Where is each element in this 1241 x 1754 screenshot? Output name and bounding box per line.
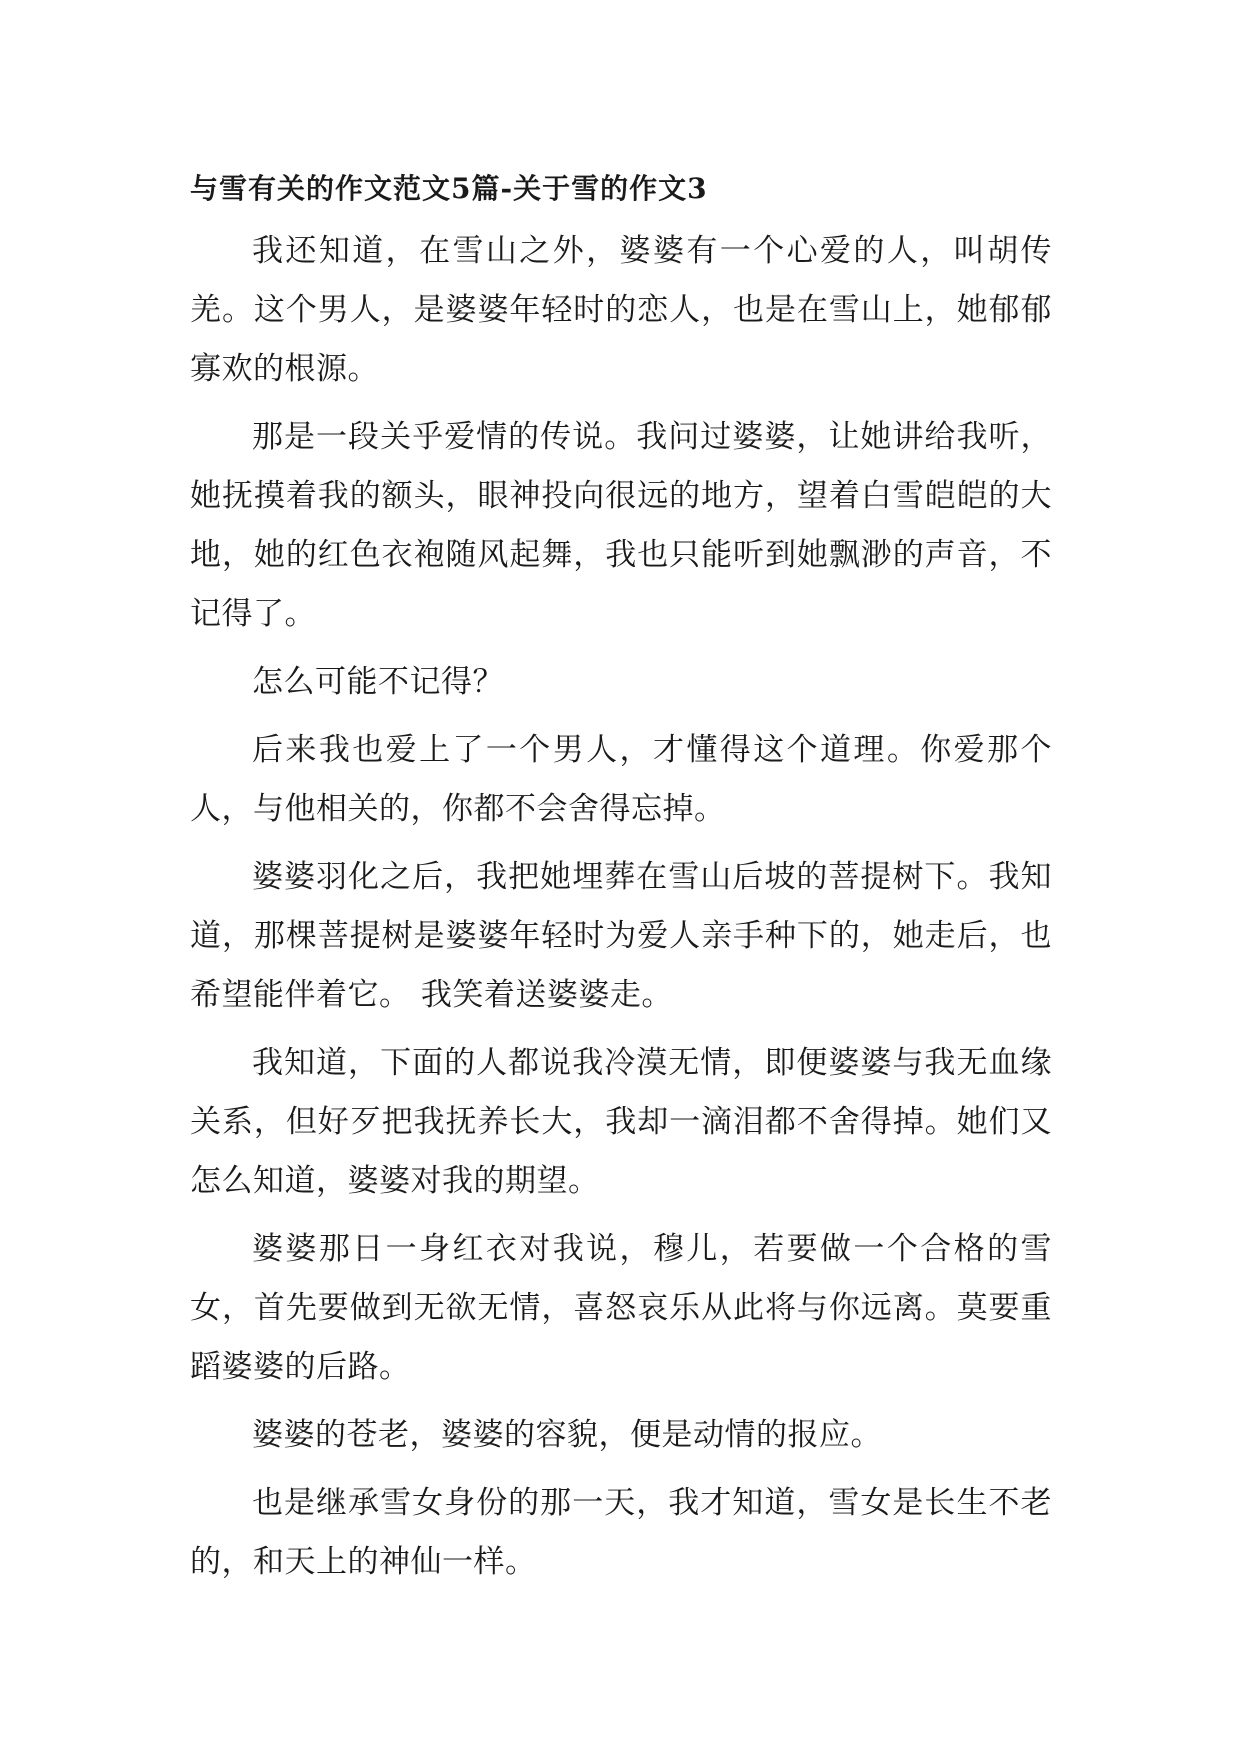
paragraph-3: 怎么可能不记得？ [252,664,504,700]
paragraph-9: 也是继承雪女身份的那一天，我才知道，雪女是长生不老的，和天上的神仙一样。 [190,1485,1052,1580]
paragraph-1: 我还知道，在雪山之外，婆婆有一个心爱的人，叫胡传羌。这个男人，是婆婆年轻时的恋人，也是在雪山上，她郁郁寡欢的根源。 [190,233,1052,387]
paragraph-4: 后来我也爱上了一个男人，才懂得这个道理。你爱那个人，与他相关的，你都不会舍得忘掉。 [190,732,1052,827]
document-title: 与雪有关的作文范文5篇-关于雪的作文3 [190,172,708,205]
document-body [190,222,1052,1601]
paragraph-8: 婆婆的苍老，婆婆的容貌，便是动情的报应。 [252,1417,882,1453]
paragraph-7: 婆婆那日一身红衣对我说，穆儿，若要做一个合格的雪女，首先要做到无欲无情，喜怒哀乐从此将与你远离。莫要重蹈婆婆的后路。 [190,1231,1052,1385]
paragraph-6: 我知道，下面的人都说我冷漠无情，即便婆婆与我无血缘关系，但好歹把我抚养长大，我却一滴泪都不舍得掉。她们又怎么知道，婆婆对我的期望。 [190,1045,1052,1199]
paragraph-2: 那是一段关乎爱情的传说。我问过婆婆，让她讲给我听，她抚摸着我的额头，眼神投向很远的地方，望着白雪皑皑的大地，她的红色衣袍随风起舞，我也只能听到她飘渺的声音，不记得了。 [190,419,1052,632]
paragraph-5: 婆婆羽化之后，我把她埋葬在雪山后坡的菩提树下。我知道，那棵菩提树是婆婆年轻时为爱人亲手种下的，她走后，也希望能伴着它。 我笑着送婆婆走。 [190,859,1052,1013]
